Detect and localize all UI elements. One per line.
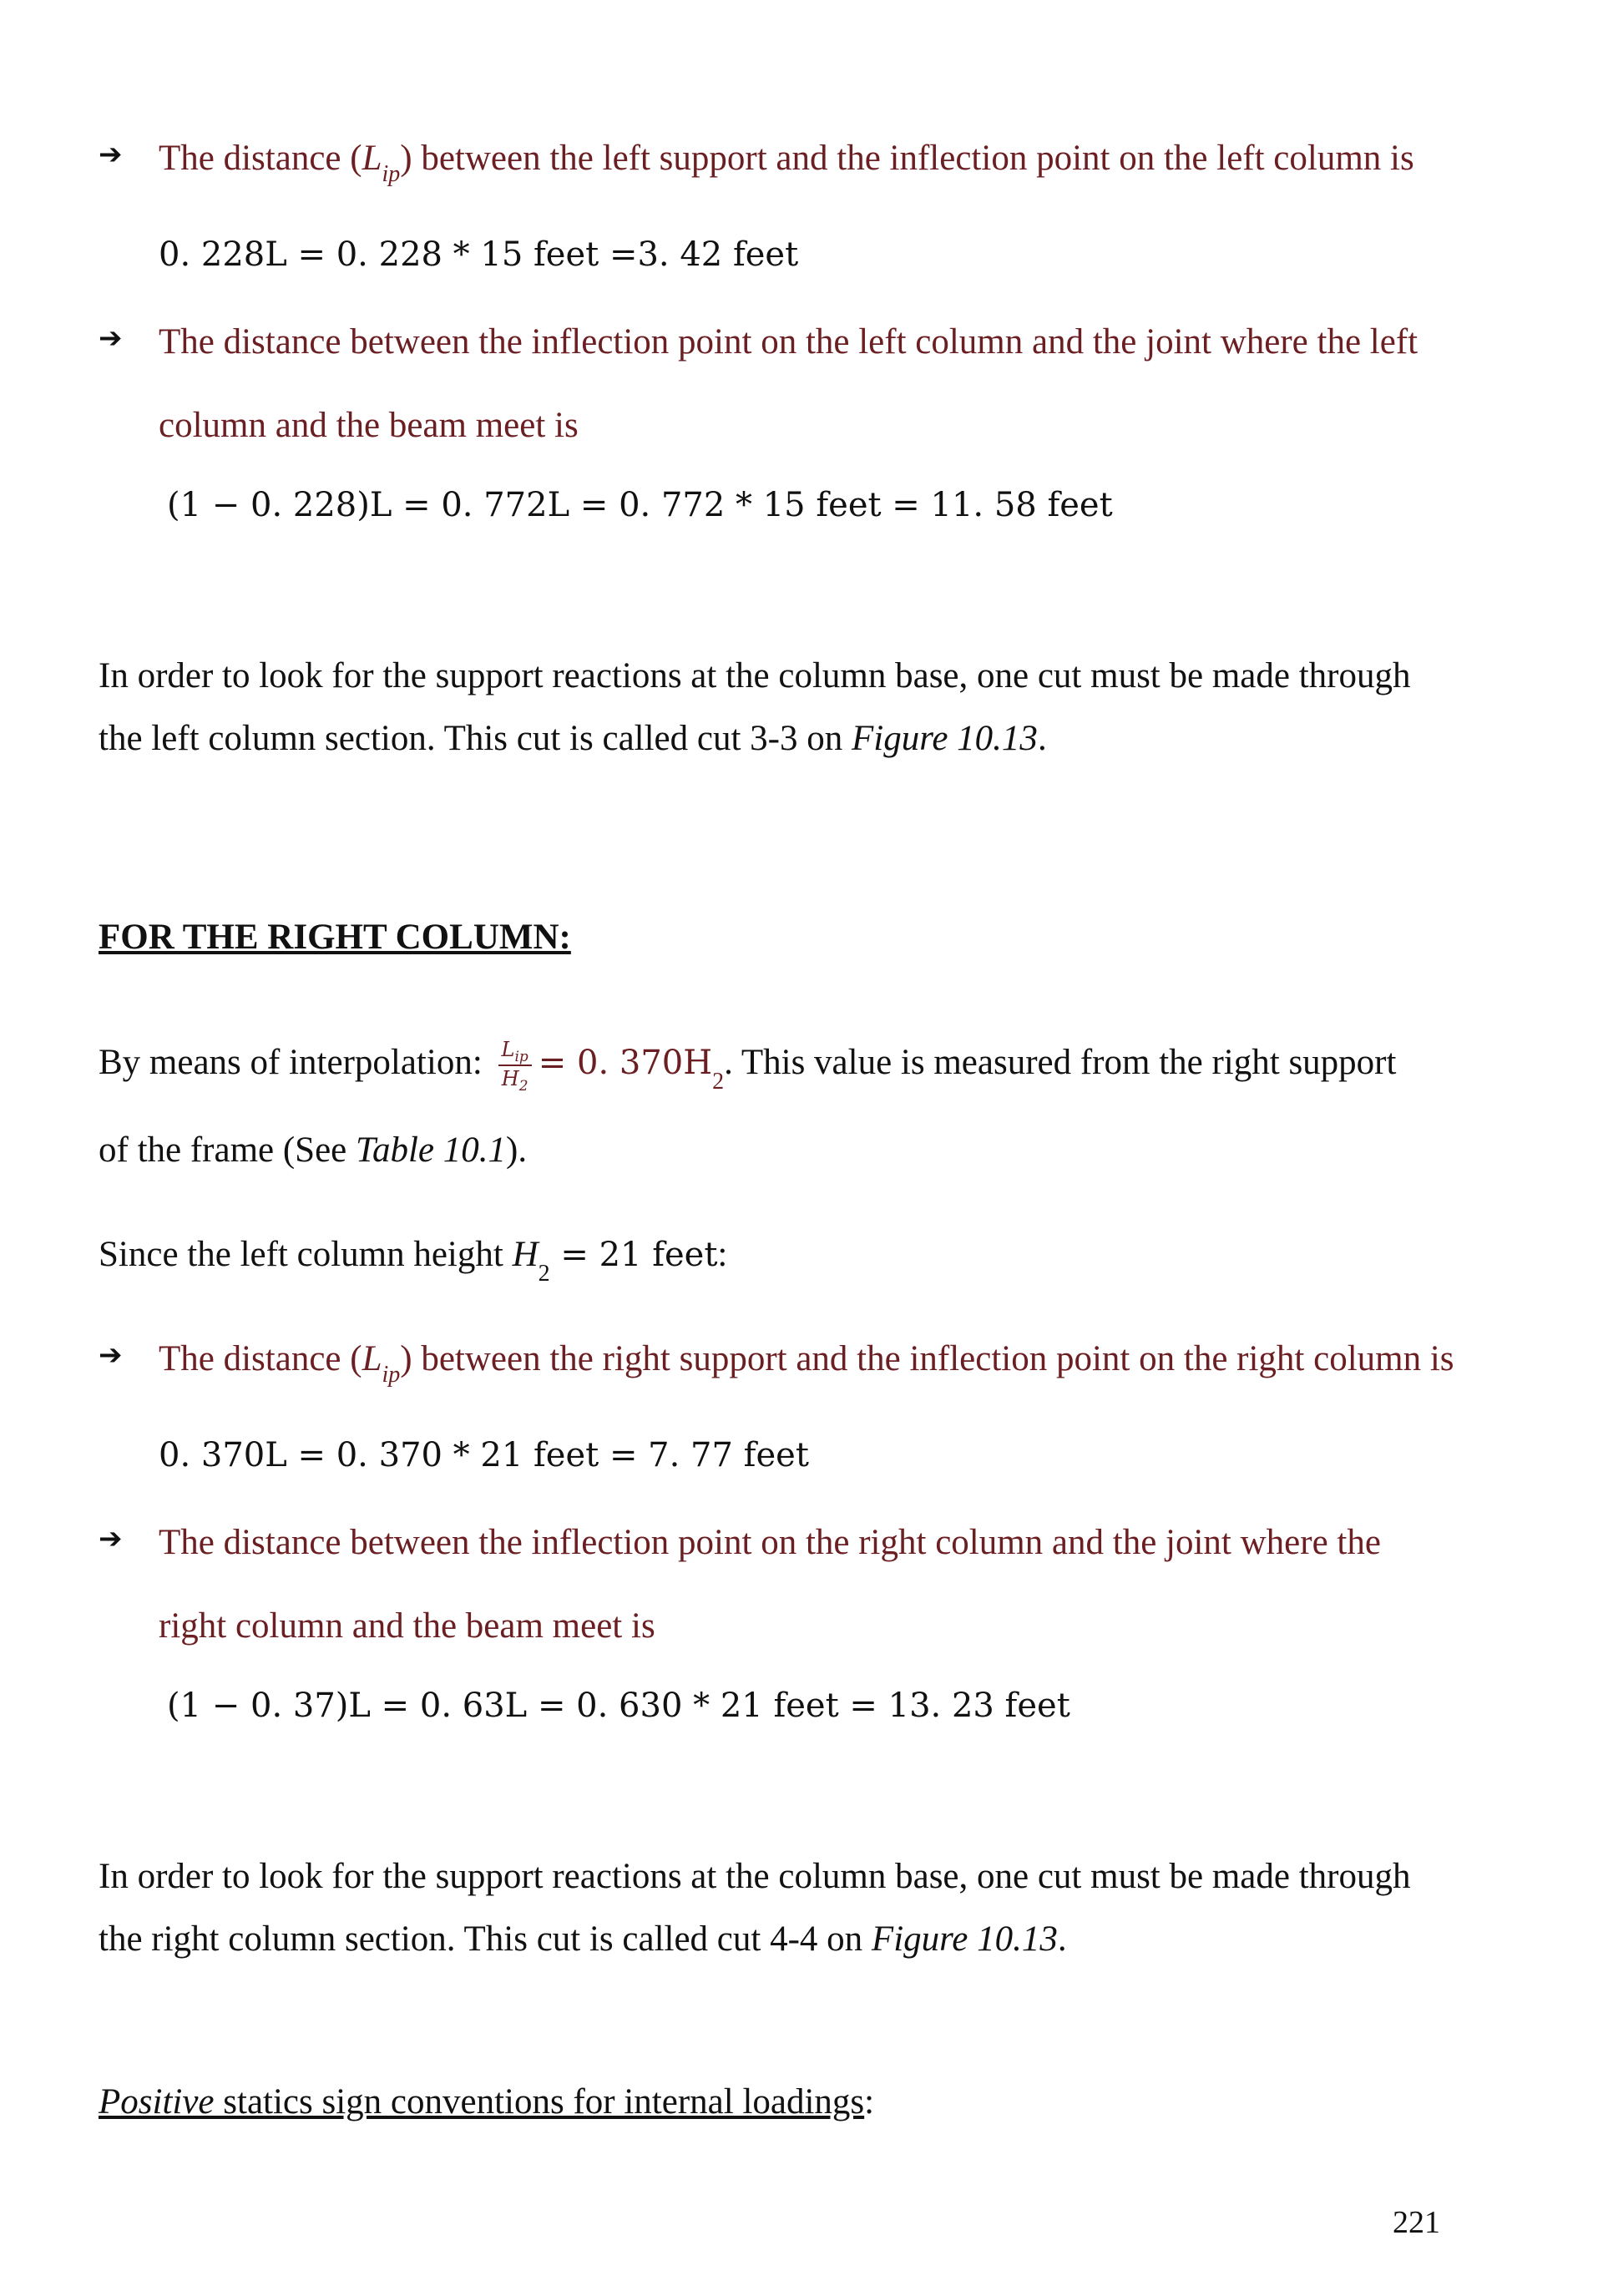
variable-l: L: [362, 139, 382, 178]
bullet-left-distance: [159, 127, 1414, 194]
bullet-right-joint-line2: right column and the beam meet is: [159, 1606, 655, 1646]
punctuation: .: [1057, 1919, 1067, 1959]
bullet-right-joint-line1: The distance between the inflection point on the right column and the joint where the: [159, 1523, 1381, 1562]
punctuation: :: [717, 1235, 728, 1274]
figure-reference: Figure 10.13: [852, 719, 1038, 758]
interpolation-line: [99, 1031, 1396, 1098]
frac-denominator-sub: 2: [518, 1078, 528, 1095]
frac-denominator: H: [501, 1067, 519, 1091]
equation-right-joint: (1 − 0. 37)L = 0. 63L = 0. 630 * 21 feet = 13. 23 feet: [167, 1687, 1070, 1725]
equation-left-distance: 0. 228L = 0. 228 * 15 feet =3. 42 feet: [159, 235, 799, 274]
interp-text: of the frame (See: [99, 1130, 357, 1170]
bullet-left-joint-line2: column and the beam meet is: [159, 406, 579, 445]
interp-text: By means of interpolation:: [99, 1043, 492, 1082]
variable-l: L: [362, 1339, 382, 1378]
section-heading-right-column: [99, 917, 571, 958]
paragraph-line: In order to look for the support reactions at the column base, one cut must be made through: [99, 656, 1411, 695]
interp-equation: = 0. 370H: [538, 1044, 713, 1082]
heading-text: FOR THE RIGHT COLUMN: [99, 918, 559, 957]
arrow-bullet-icon: ➔: [99, 321, 123, 355]
sign-conventions-text: statics sign conventions for internal loadings: [214, 2082, 865, 2122]
variable-h: H: [512, 1235, 539, 1274]
table-reference: Table 10.1: [356, 1130, 507, 1170]
bullet-right-distance: [159, 1328, 1454, 1394]
paragraph-line: the right column section. This cut is called cut 4-4 on: [99, 1919, 872, 1959]
height-text: Since the left column height: [99, 1235, 513, 1274]
paragraph-left-cut: [99, 645, 1535, 770]
arrow-bullet-icon: ➔: [99, 1338, 123, 1372]
subscript-ip: ip: [382, 161, 401, 187]
heading-colon: :: [559, 918, 571, 957]
punctuation: ).: [506, 1130, 528, 1170]
page-number: 221: [1393, 2205, 1440, 2240]
equation-left-joint: (1 − 0. 228)L = 0. 772L = 0. 772 * 15 feet = 11. 58 feet: [167, 486, 1113, 524]
punctuation: :: [864, 2082, 875, 2122]
bullet-text: ) between the left support and the inflection point on the left column is: [400, 139, 1414, 178]
fraction-lip-over-h2: [498, 1038, 532, 1095]
sign-conventions-heading: [99, 2071, 874, 2133]
interpolation-line2: [99, 1119, 527, 1181]
subscript-ip: ip: [382, 1362, 401, 1388]
paragraph-line: In order to look for the support reactions at the column base, one cut must be made through: [99, 1857, 1411, 1896]
frac-numerator-sub: ip: [514, 1049, 528, 1066]
arrow-bullet-icon: ➔: [99, 138, 123, 171]
paragraph-line: the left column section. This cut is called cut 3-3 on: [99, 719, 852, 758]
subscript-2: 2: [538, 1261, 550, 1287]
punctuation: .: [1037, 719, 1047, 758]
interp-subscript: 2: [712, 1069, 725, 1095]
bullet-text: ) between the right support and the inflection point on the right column is: [400, 1339, 1454, 1378]
arrow-bullet-icon: ➔: [99, 1522, 123, 1555]
height-equation: = 21 feet: [549, 1236, 718, 1274]
figure-reference: Figure 10.13: [871, 1919, 1058, 1959]
positive-label: Positive: [99, 2082, 215, 2122]
bullet-text: The distance (: [159, 139, 362, 178]
equation-right-distance: 0. 370L = 0. 370 * 21 feet = 7. 77 feet: [159, 1436, 809, 1474]
paragraph-right-cut: [99, 1845, 1535, 1970]
column-height-line: [99, 1223, 727, 1290]
frac-numerator: L: [501, 1038, 515, 1062]
bullet-text: The distance (: [159, 1339, 362, 1378]
bullet-left-joint-line1: The distance between the inflection point on the left column and the joint where the left: [159, 322, 1418, 362]
interp-text: . This value is measured from the right support: [724, 1043, 1397, 1082]
